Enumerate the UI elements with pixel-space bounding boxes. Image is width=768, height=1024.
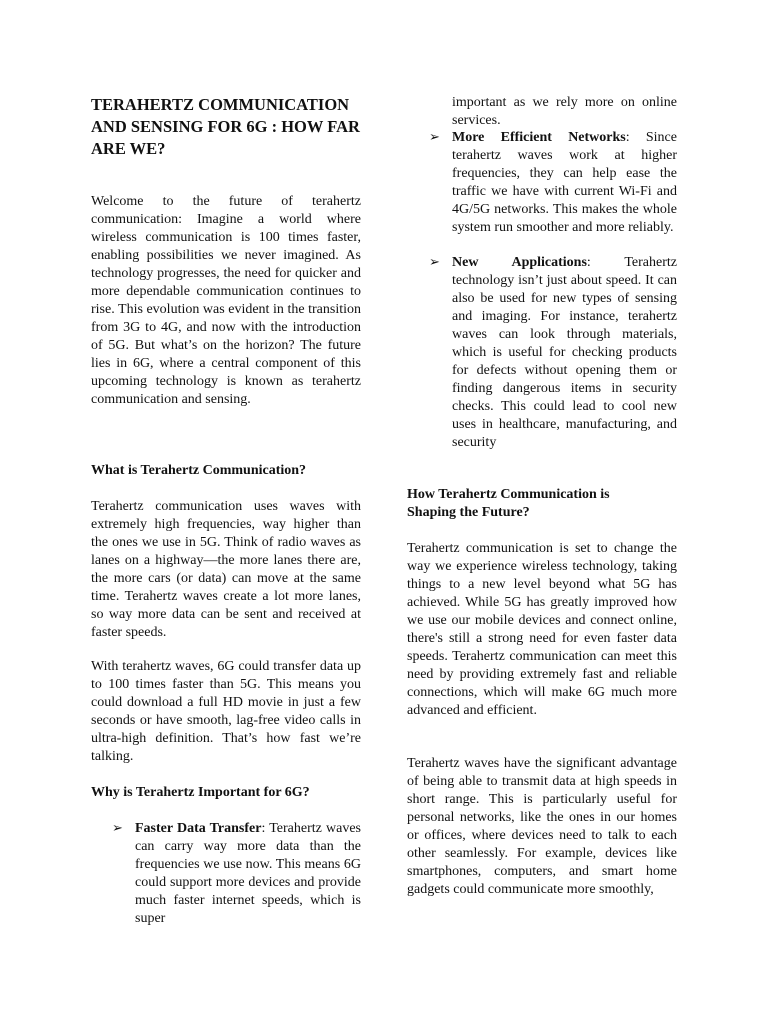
article-title: TERAHERTZ COMMUNICATION AND SENSING FOR 6G : HOW FAR ARE WE? <box>91 95 360 158</box>
arrow-bullet-icon: ➢ <box>429 255 440 270</box>
bullet-text: : Since terahertz waves work at higher frequencies, they can help ease the traffic we have with current Wi-Fi and 4G/5G networks. This makes the whole system run smoother and more reliably. <box>452 130 677 235</box>
list-item-new-applications <box>429 254 677 452</box>
bullet-term: New Applications <box>452 255 587 270</box>
bullet-term: More Efficient Networks <box>452 130 626 145</box>
section-heading-why-important: Why is Terahertz Important for 6G? <box>91 785 310 800</box>
bullet-text: : Terahertz waves can carry way more data than the frequencies we use now. This means 6G could support more devices and provide much faster internet speeds, which is super <box>135 821 361 926</box>
arrow-bullet-icon: ➢ <box>112 821 123 836</box>
intro-paragraph: Welcome to the future of terahertz communication: Imagine a world where wireless communication is 100 times faster, enabling possibilities we never imagined. As technology progresses, the need for quicker and more dependable communication continues to rise. This evolution was evident in the transition from 3G to 4G, and now with the introduction of 5G. But what’s on the horizon? The future lies in 6G, where a central component of this upcoming technology is known as terahertz communication and sensing. <box>91 194 361 407</box>
bullet-text: important as we rely more on online services. <box>452 95 677 128</box>
paragraph-6g-speed: With terahertz waves, 6G could transfer data up to 100 times faster than 5G. This means you could download a full HD movie in just a few seconds or have smooth, lag-free video calls in ultra-high definition. That’s how fast we’re talking. <box>91 659 361 764</box>
arrow-bullet-icon: ➢ <box>429 130 440 145</box>
paragraph-shaping-future: Terahertz communication is set to change the way we experience wireless technology, taking things to a new level beyond what 5G has achieved. While 5G has greatly improved how we use our mobile devices and connect online, there's still a strong need for even faster data speeds. Terahertz communication can meet this need by providing extremely fast and reliable connections, which will make 6G much more advanced and efficient. <box>407 541 677 718</box>
paragraph-short-range: Terahertz waves have the significant advantage of being able to transmit data at high speeds in short range. This is particularly useful for personal networks, like the ones in our homes or offices, where devices need to talk to each other seamlessly. For example, devices like smartphones, computers, and smart home gadgets could communicate more smoothly, <box>407 756 677 897</box>
list-item-efficient-networks <box>429 129 677 237</box>
section-heading-what-is: What is Terahertz Communication? <box>91 463 307 478</box>
bullet-text: : Terahertz technology isn’t just about speed. It can also be used for new types of sensing and imaging. For instance, terahertz waves can look through materials, which is useful for checking products for defects without opening them or finding dangerous items in security checks. This could lead to cool new uses in healthcare, manufacturing, and security <box>452 255 677 450</box>
paragraph-terahertz-definition: Terahertz communication uses waves with extremely high frequencies, way higher than the ones we use in 5G. Think of radio waves as lanes on a highway—the more lanes there are, the more cars (or data) can move at the same time. Terahertz waves create a lot more lanes, so way more data can be sent and received at faster speeds. <box>91 499 361 640</box>
list-item-faster-data-continued <box>452 94 677 130</box>
bullet-term: Faster Data Transfer <box>135 821 262 836</box>
list-item-faster-data <box>112 820 361 928</box>
section-heading-shaping-future: How Terahertz Communication is Shaping the Future? <box>407 487 610 520</box>
